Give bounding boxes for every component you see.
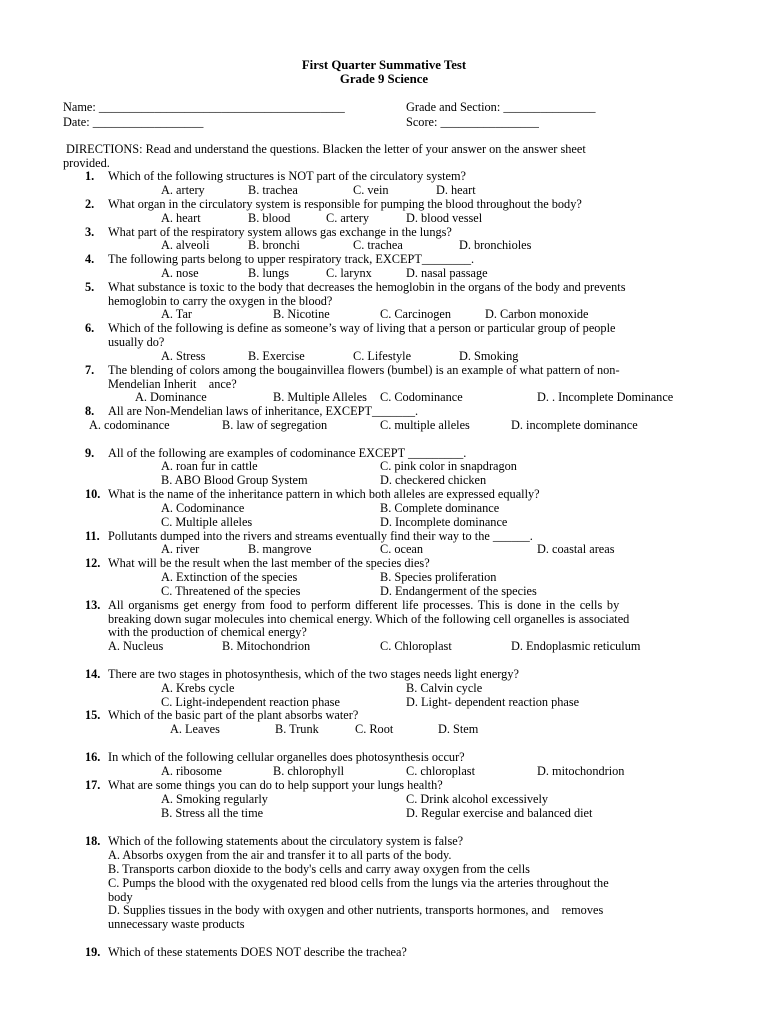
test-title: First Quarter Summative Test xyxy=(301,58,467,72)
question-number: 19. xyxy=(85,945,101,959)
choice: C. Light-independent reaction phase xyxy=(161,695,340,709)
question-text: What organ in the circulatory system is responsible for pumping the blood throughout the body? xyxy=(108,197,582,211)
question-text: All of the following are examples of codominance EXCEPT _________. xyxy=(108,446,467,460)
choice: C. Drink alcohol excessively xyxy=(406,792,549,806)
choice: B. Species proliferation xyxy=(380,570,497,584)
question-text: Which of these statements DOES NOT describe the trachea? xyxy=(108,945,407,959)
question-text: All are Non-Mendelian laws of inheritance, EXCEPT_______. xyxy=(108,404,419,418)
choice: D. Stem xyxy=(438,722,479,736)
question-text: What part of the respiratory system allows gas exchange in the lungs? xyxy=(108,225,452,239)
choice: B. bronchi xyxy=(248,238,300,252)
choice: C. Chloroplast xyxy=(380,639,452,653)
choice: B. ABO Blood Group System xyxy=(161,473,308,487)
choice: B. Multiple Alleles xyxy=(273,390,367,404)
choice: A. Extinction of the species xyxy=(161,570,298,584)
choice: A. Leaves xyxy=(170,722,220,736)
choice: C. vein xyxy=(353,183,389,197)
question-number: 17. xyxy=(85,778,101,792)
choice: D. heart xyxy=(436,183,476,197)
question-text: usually do? xyxy=(108,335,165,349)
choice: C. Pumps the blood with the oxygenated red blood cells from the lungs via the arteries throughout the xyxy=(108,876,609,890)
choice: D. Carbon monoxide xyxy=(485,307,589,321)
choice: B. blood xyxy=(248,211,291,225)
question-text: Which of the basic part of the plant absorbs water? xyxy=(108,708,359,722)
choice: A. codominance xyxy=(89,418,170,432)
question-number: 1. xyxy=(85,169,95,183)
choice: B. Transports carbon dioxide to the body's cells and carry away oxygen from the cells xyxy=(108,862,530,876)
choice: D. Incomplete dominance xyxy=(380,515,508,529)
choice: A. Smoking regularly xyxy=(161,792,268,806)
choice: D. coastal areas xyxy=(537,542,615,556)
question-number: 16. xyxy=(85,750,101,764)
choice: B. Trunk xyxy=(275,722,319,736)
choice: D. mitochondrion xyxy=(537,764,625,778)
question-number: 9. xyxy=(85,446,95,460)
name-field: Name: ________________________________________ xyxy=(63,100,345,114)
question-text: Which of the following structures is NOT part of the circulatory system? xyxy=(108,169,466,183)
choice: D. checkered chicken xyxy=(380,473,487,487)
choice: B. Exercise xyxy=(248,349,305,363)
question-text: with the production of chemical energy? xyxy=(108,625,307,639)
choice: C. Threatened of the species xyxy=(161,584,301,598)
question-text: All organisms get energy from food to perform different life processes. This is done in the cells by xyxy=(108,598,620,612)
choice: C. Lifestyle xyxy=(353,349,412,363)
question-text: Mendelian Inherit ance? xyxy=(108,377,237,391)
choice: B. law of segregation xyxy=(222,418,328,432)
score-field: Score: ________________ xyxy=(406,115,539,129)
choice: A. roan fur in cattle xyxy=(161,459,258,473)
choice: D. . Incomplete Dominance xyxy=(537,390,674,404)
question-number: 14. xyxy=(85,667,101,681)
choice: B. Mitochondrion xyxy=(222,639,311,653)
choice: D. Smoking xyxy=(459,349,519,363)
date-field: Date: __________________ xyxy=(63,115,204,129)
choice: B. mangrove xyxy=(248,542,312,556)
choice: C. Multiple alleles xyxy=(161,515,253,529)
directions-line-1: DIRECTIONS: Read and understand the questions. Blacken the letter of your answer on the answer sheet xyxy=(66,142,586,156)
choice: B. trachea xyxy=(248,183,298,197)
choice: D. Endangerment of the species xyxy=(380,584,537,598)
choice: C. artery xyxy=(326,211,370,225)
choice: C. Codominance xyxy=(380,390,463,404)
question-text: Pollutants dumped into the rivers and streams eventually find their way to the ______. xyxy=(108,529,533,543)
choice: A. Tar xyxy=(161,307,193,321)
question-number: 5. xyxy=(85,280,95,294)
question-text: What substance is toxic to the body that decreases the hemoglobin in the organs of the body and prevents xyxy=(108,280,626,294)
question-number: 7. xyxy=(85,363,95,377)
choice: C. trachea xyxy=(353,238,403,252)
grade-section-field: Grade and Section: _______________ xyxy=(406,100,596,114)
choice: C. Carcinogen xyxy=(380,307,452,321)
choice: B. chlorophyll xyxy=(273,764,345,778)
question-text: What is the name of the inheritance pattern in which both alleles are expressed equally? xyxy=(108,487,540,501)
choice: D. Regular exercise and balanced diet xyxy=(406,806,593,820)
choice: D. nasal passage xyxy=(406,266,488,280)
question-number: 6. xyxy=(85,321,95,335)
choice: B. Complete dominance xyxy=(380,501,500,515)
choice: D. blood vessel xyxy=(406,211,483,225)
test-subtitle: Grade 9 Science xyxy=(339,72,429,86)
choice: unnecessary waste products xyxy=(108,917,245,931)
choice: D. Light- dependent reaction phase xyxy=(406,695,580,709)
choice: A. Krebs cycle xyxy=(161,681,235,695)
choice: body xyxy=(108,890,133,904)
choice: C. ocean xyxy=(380,542,424,556)
question-number: 10. xyxy=(85,487,101,501)
question-number: 3. xyxy=(85,225,95,239)
question-text: There are two stages in photosynthesis, which of the two stages needs light energy? xyxy=(108,667,519,681)
choice: B. Calvin cycle xyxy=(406,681,483,695)
question-text: Which of the following is define as someone’s way of living that a person or particular group of people xyxy=(108,321,616,335)
choice: D. Supplies tissues in the body with oxygen and other nutrients, transports hormones, and removes xyxy=(108,903,604,917)
question-number: 8. xyxy=(85,404,95,418)
choice: B. Nicotine xyxy=(273,307,330,321)
question-text: The blending of colors among the bougainvillea flowers (bumbel) is an example of what pattern of non- xyxy=(108,363,620,377)
choice: D. incomplete dominance xyxy=(511,418,638,432)
question-text: In which of the following cellular organelles does photosynthesis occur? xyxy=(108,750,465,764)
question-number: 15. xyxy=(85,708,101,722)
choice: B. lungs xyxy=(248,266,289,280)
choice: A. Absorbs oxygen from the air and transfer it to all parts of the body. xyxy=(108,848,452,862)
question-text: hemoglobin to carry the oxygen in the blood? xyxy=(108,294,333,308)
choice: C. multiple alleles xyxy=(380,418,470,432)
question-text: What are some things you can do to help support your lungs health? xyxy=(108,778,443,792)
choice: D. Endoplasmic reticulum xyxy=(511,639,641,653)
choice: A. Dominance xyxy=(135,390,207,404)
choice: A. nose xyxy=(161,266,199,280)
question-text: What will be the result when the last member of the species dies? xyxy=(108,556,430,570)
question-number: 13. xyxy=(85,598,101,612)
choice: D. bronchioles xyxy=(459,238,532,252)
question-number: 2. xyxy=(85,197,95,211)
choice: A. Nucleus xyxy=(108,639,164,653)
choice: A. Stress xyxy=(161,349,206,363)
directions-line-2: provided. xyxy=(63,156,110,170)
choice: C. Root xyxy=(355,722,394,736)
choice: C. larynx xyxy=(326,266,372,280)
question-number: 4. xyxy=(85,252,95,266)
question-number: 12. xyxy=(85,556,101,570)
choice: A. Codominance xyxy=(161,501,245,515)
choice: B. Stress all the time xyxy=(161,806,264,820)
choice: C. pink color in snapdragon xyxy=(380,459,517,473)
question-text: Which of the following statements about the circulatory system is false? xyxy=(108,834,464,848)
choice: A. river xyxy=(161,542,200,556)
question-text: breaking down sugar molecules into chemical energy. Which of the following cell organelles is associated xyxy=(108,612,630,626)
question-text: The following parts belong to upper respiratory track, EXCEPT________. xyxy=(108,252,475,266)
question-number: 11. xyxy=(85,529,100,543)
choice: C. chloroplast xyxy=(406,764,475,778)
choice: A. ribosome xyxy=(161,764,222,778)
choice: A. alveoli xyxy=(161,238,210,252)
question-number: 18. xyxy=(85,834,101,848)
choice: A. artery xyxy=(161,183,205,197)
choice: A. heart xyxy=(161,211,201,225)
